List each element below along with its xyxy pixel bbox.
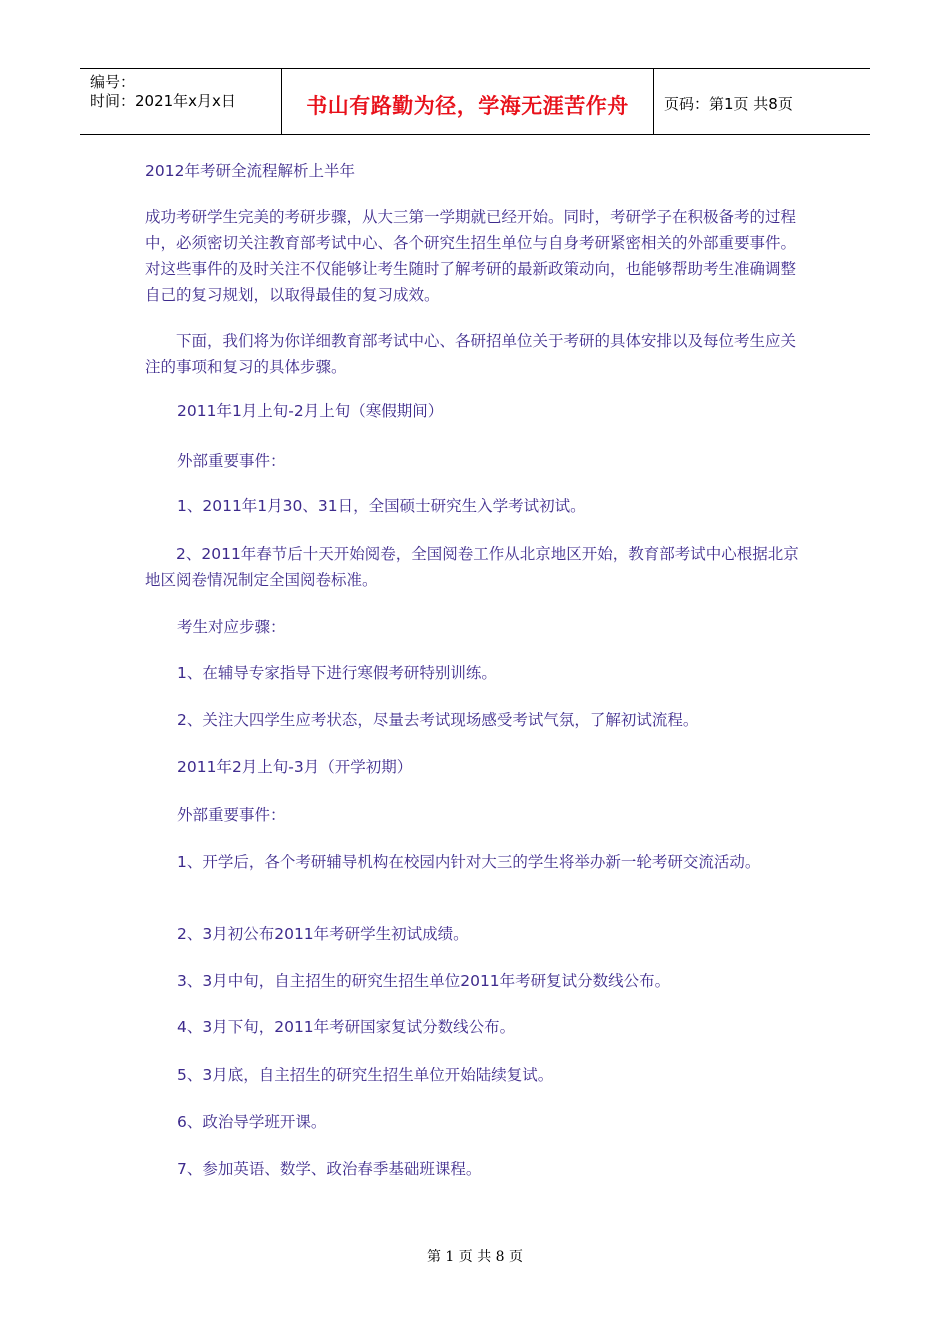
header-motto: 书山有路勤为径，学海无涯苦作舟 [282, 69, 654, 134]
steps-label: 考生对应步骤： [177, 618, 286, 636]
header-page-info: 页码：第1页 共8页 [664, 95, 793, 113]
event-item: 7、参加英语、数学、政治春季基础班课程。 [177, 1160, 482, 1178]
document-header [80, 68, 870, 135]
event-item: 4、3月下旬，2011年考研国家复试分数线公布。 [177, 1018, 516, 1036]
event-item: 1、开学后，各个考研辅导机构在校园内针对大三的学生将举办新一轮考研交流活动。 [177, 853, 761, 871]
time-label: 时间：2021年x月x日 [90, 92, 236, 110]
event-item: 3、3月中旬，自主招生的研究生招生单位2011年考研复试分数线公布。 [177, 972, 671, 990]
step-item: 2、关注大四学生应考状态，尽量去考试现场感受考试气氛，了解初试流程。 [177, 711, 699, 729]
event-item: 2、3月初公布2011年考研学生初试成绩。 [177, 925, 469, 943]
event-item: 5、3月底，自主招生的研究生招生单位开始陆续复试。 [177, 1066, 554, 1084]
header-meta [80, 69, 282, 134]
intro-paragraph: 成功考研学生完美的考研步骤，从大三第一学期就已经开始。同时，考研学子在积极备考的过程中，必须密切关注教育部考试中心、各个研究生招生单位与自身考研紧密相关的外部重要事件。对这些事件的及时关注不仅能够让考生随时了解考研的最新政策动向，也能够帮助考生准确调整自己的复习规划，以取得最佳的复习成效。 [145, 208, 797, 304]
period-heading-2: 2011年2月上旬-3月（开学初期） [177, 758, 413, 776]
events-label-1: 外部重要事件： [177, 452, 286, 470]
number-label: 编号： [90, 73, 136, 91]
event-item: 6、政治导学班开课。 [177, 1113, 327, 1131]
event-item: 1、2011年1月30、31日，全国硕士研究生入学考试初试。 [177, 497, 586, 515]
step-item: 1、在辅导专家指导下进行寒假考研特别训练。 [177, 664, 497, 682]
page-footer: 第 1 页 共 8 页 [426, 1249, 524, 1265]
events-label-2: 外部重要事件： [177, 806, 286, 824]
period-heading-1: 2011年1月上旬-2月上旬（寒假期间） [177, 402, 444, 420]
doc-title: 2012年考研全流程解析上半年 [145, 162, 355, 180]
intro-paragraph-2: 下面，我们将为你详细教育部考试中心、各研招单位关于考研的具体安排以及每位考生应关注的事项和复习的具体步骤。 [145, 332, 797, 376]
event-item: 2、2011年春节后十天开始阅卷，全国阅卷工作从北京地区开始，教育部考试中心根据北京地区阅卷情况制定全国阅卷标准。 [145, 545, 799, 589]
